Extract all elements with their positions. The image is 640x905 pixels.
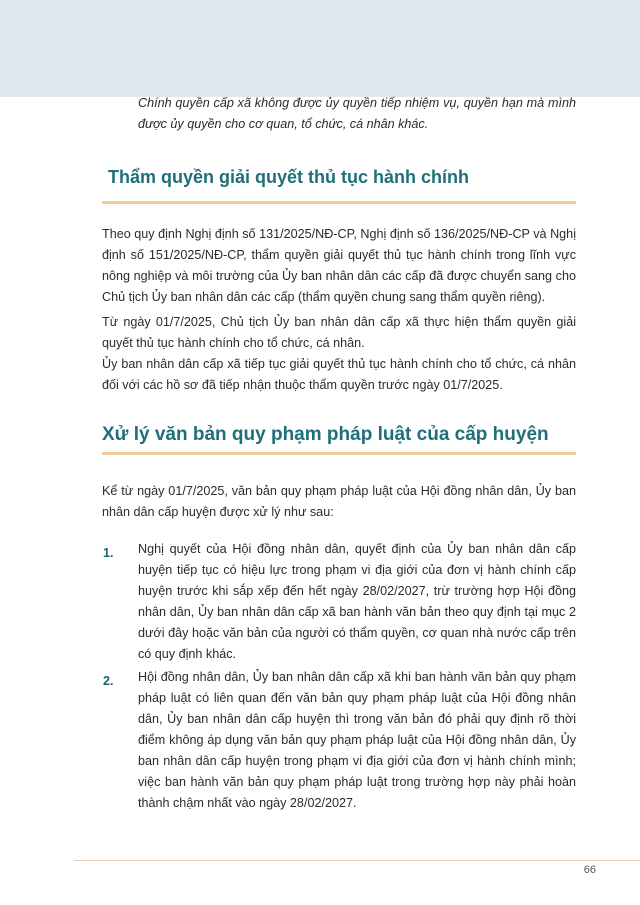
list-item: Nghị quyết của Hội đồng nhân dân, quyết định của Ủy ban nhân dân cấp huyện tiếp tục có hiệu lực trong phạm vi địa giới của đơn vị hành chính cấp huyện trước khi sắp xếp đến hết ngày 28/02/2027, trừ trường hợp Hội đồng nhân dân, Ủy ban nhân dân cấp xã ban hành văn bản theo quy định tại mục 2 dưới đây hoặc văn bản của người có thẩm quyền, cơ quan nhà nước cấp trên có quy định khác. — [138, 542, 576, 661]
page-number: 66 — [583, 864, 596, 876]
list-item: Hội đồng nhân dân, Ủy ban nhân dân cấp xã khi ban hành văn bản quy phạm pháp luật có liên quan đến văn bản quy phạm pháp luật của Hội đồng nhân dân, Ủy ban nhân dân cấp huyện thì trong văn bản đó phải quy định rõ thời điểm không áp dụng văn bản quy phạm pháp luật của Hội đồng nhân dân, Ủy ban nhân dân cấp huyện trong phạm vi địa giới của đơn vị hành chính mình; việc ban hành văn bản quy phạm pháp luật trong trường hợp này phải hoàn thành chậm nhất vào ngày 28/02/2027. — [138, 670, 576, 810]
section1-paragraph: Ủy ban nhân dân cấp xã tiếp tục giải quyết thủ tục hành chính cho tổ chức, cá nhân đối với các hồ sơ đã tiếp nhận thuộc thẩm quyền trước ngày 01/7/2025. — [102, 357, 576, 392]
section-title-administrative-procedures: Thẩm quyền giải quyết thủ tục hành chính — [108, 167, 470, 187]
footer-divider — [74, 860, 640, 861]
section-divider — [102, 452, 576, 455]
list-number: 2. — [103, 674, 114, 688]
section-divider — [102, 201, 576, 204]
section-title-legal-documents: Xử lý văn bản quy phạm pháp luật của cấp huyện — [102, 424, 549, 445]
list-number: 1. — [103, 546, 114, 560]
section1-paragraph: Từ ngày 01/7/2025, Chủ tịch Ủy ban nhân dân cấp xã thực hiện thẩm quyền giải quyết thủ tục hành chính cho tổ chức, cá nhân. — [102, 315, 576, 350]
header-band — [0, 0, 640, 97]
section2-intro: Kể từ ngày 01/7/2025, văn bản quy phạm pháp luật của Hội đồng nhân dân, Ủy ban nhân dân cấp huyện được xử lý như sau: — [102, 484, 576, 519]
intro-italic-paragraph: Chính quyền cấp xã không được ủy quyền tiếp nhiệm vụ, quyền hạn mà mình được ủy quyền cho cơ quan, tổ chức, cá nhân khác. — [138, 96, 576, 131]
section1-paragraph: Theo quy định Nghị định số 131/2025/NĐ-CP, Nghị định số 136/2025/NĐ-CP và Nghị định số 151/2025/NĐ-CP, thẩm quyền giải quyết thủ tục hành chính trong lĩnh vực nông nghiệp và môi trường của Ủy ban nhân dân các cấp đã được chuyển sang cho Chủ tịch Ủy ban nhân dân các cấp (thẩm quyền chung sang thẩm quyền riêng). — [102, 227, 576, 304]
